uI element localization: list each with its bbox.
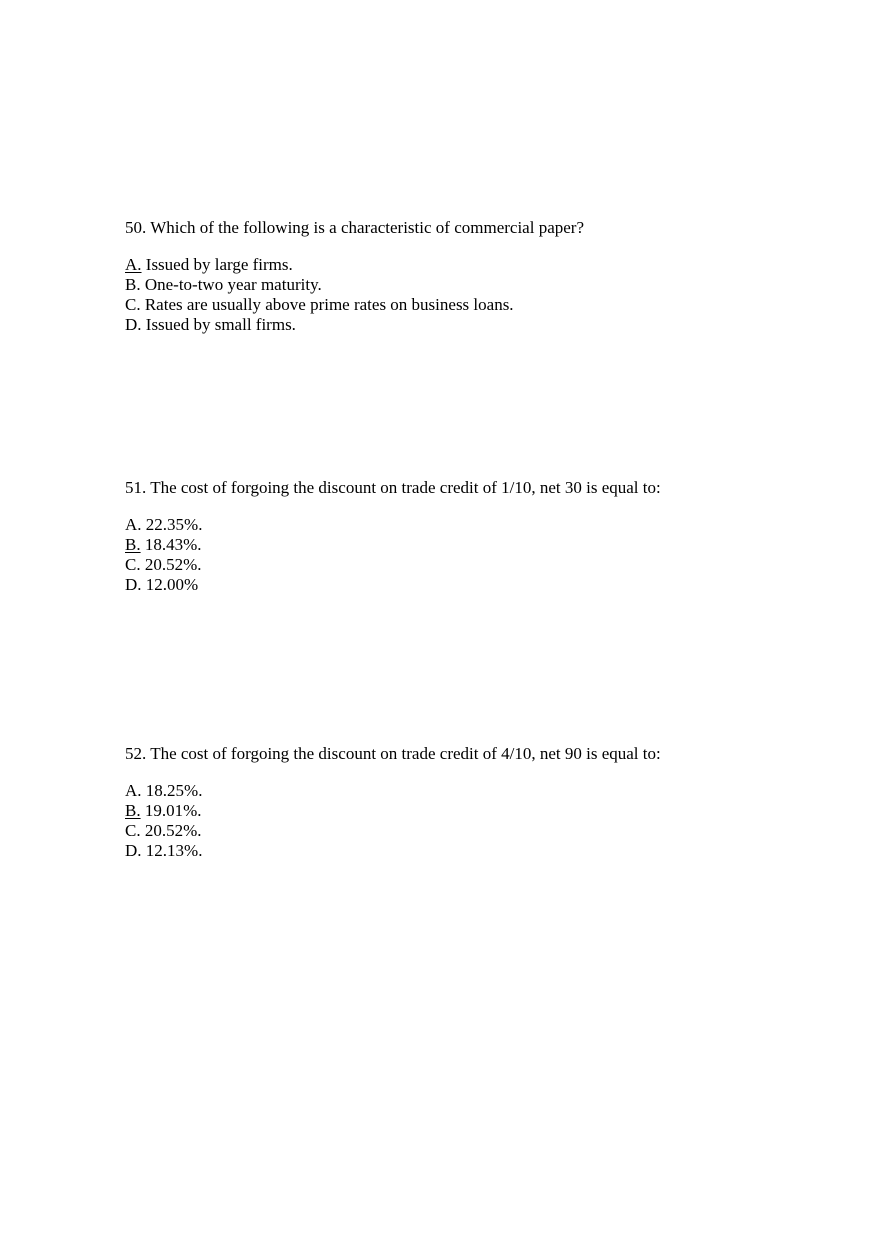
option-text: 20.52%.: [144, 555, 202, 574]
option-letter: A.: [125, 515, 142, 534]
option-b: [125, 275, 825, 295]
option-letter: C.: [125, 555, 141, 574]
question-number: 50.: [125, 218, 147, 237]
question-prompt: Which of the following is a characteristic of commercial paper?: [150, 218, 584, 237]
option-text: 18.25%.: [145, 781, 203, 800]
option-c: [125, 295, 825, 315]
answer-options: [125, 255, 825, 335]
option-text: 20.52%.: [144, 821, 202, 840]
option-letter: D.: [125, 315, 142, 334]
option-letter: D.: [125, 841, 142, 860]
option-letter-correct: B.: [125, 801, 141, 820]
question-50: [125, 218, 825, 335]
option-c: [125, 821, 825, 841]
option-text: 19.01%.: [144, 801, 202, 820]
option-text: 18.43%.: [144, 535, 202, 554]
option-text: Issued by large firms.: [145, 255, 293, 274]
option-letter: C.: [125, 821, 141, 840]
question-text: [125, 478, 825, 498]
option-b: [125, 801, 825, 821]
question-52: [125, 744, 825, 861]
question-text: [125, 218, 825, 238]
option-d: [125, 315, 825, 335]
question-number: 52.: [125, 744, 147, 763]
option-letter: C.: [125, 295, 141, 314]
option-text: 12.13%.: [145, 841, 203, 860]
option-letter: D.: [125, 575, 142, 594]
option-letter-correct: A.: [125, 255, 142, 274]
option-letter: B.: [125, 275, 141, 294]
answer-options: [125, 781, 825, 861]
option-a: [125, 255, 825, 275]
option-text: Issued by small firms.: [145, 315, 296, 334]
option-letter: A.: [125, 781, 142, 800]
option-c: [125, 555, 825, 575]
option-d: [125, 575, 825, 595]
question-number: 51.: [125, 478, 147, 497]
question-prompt: The cost of forgoing the discount on trade credit of 1/10, net 30 is equal to:: [150, 478, 661, 497]
option-text: One-to-two year maturity.: [144, 275, 322, 294]
question-text: [125, 744, 825, 764]
option-a: [125, 781, 825, 801]
question-51: [125, 478, 825, 595]
option-text: Rates are usually above prime rates on business loans.: [144, 295, 514, 314]
option-letter-correct: B.: [125, 535, 141, 554]
option-d: [125, 841, 825, 861]
option-text: 12.00%: [145, 575, 199, 594]
question-prompt: The cost of forgoing the discount on trade credit of 4/10, net 90 is equal to:: [150, 744, 661, 763]
option-a: [125, 515, 825, 535]
option-text: 22.35%.: [145, 515, 203, 534]
answer-options: [125, 515, 825, 595]
option-b: [125, 535, 825, 555]
